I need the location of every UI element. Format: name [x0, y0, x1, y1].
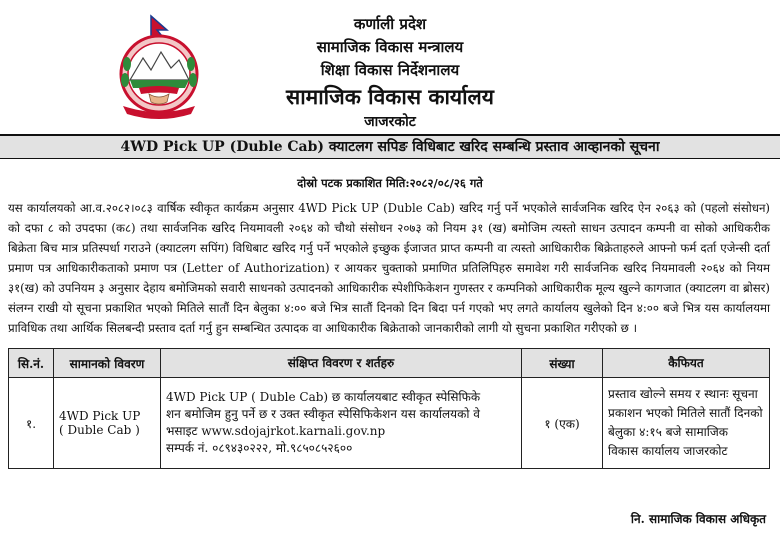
directorate-name: शिक्षा विकास निर्देशनालय	[320, 61, 460, 79]
desc-line: भसाइट www.sdojajrkot.karnali.gov.np	[166, 424, 386, 438]
province-name: कर्णाली प्रदेश	[353, 15, 427, 33]
header-serial: सि.नं.	[9, 349, 54, 378]
remarks-line: विकास कार्यालय जाजरकोट	[608, 444, 728, 458]
header-remarks: कैफियत	[603, 349, 770, 378]
signoff: नि. सामाजिक विकास अधिकृत	[630, 512, 766, 526]
header-description: संक्षिप्त विवरण र शर्तहरु	[161, 349, 522, 378]
item-line: ( Duble Cab )	[59, 423, 140, 437]
remarks-line: प्रस्ताव खोल्ने समय र स्थानः सूचना	[608, 387, 758, 401]
ministry-name: सामाजिक विकास मन्त्रालय	[316, 38, 464, 56]
cell-item	[54, 378, 161, 469]
item-line: 4WD Pick UP	[59, 409, 141, 423]
office-header	[0, 6, 780, 132]
table-row	[9, 378, 770, 469]
remarks-line: बेलुका ४:१५ बजे सामाजिक	[608, 425, 729, 439]
cell-quantity: १ (एक)	[522, 378, 603, 469]
table-header-row	[9, 349, 770, 378]
desc-line: 4WD Pick UP ( Duble Cab) छ कार्यालयबाट स्वीकृत स्पेसिफिके	[166, 390, 481, 404]
header-quantity: संख्या	[522, 349, 603, 378]
cell-remarks	[603, 378, 770, 469]
office-location: जाजरकोट	[364, 114, 416, 130]
notice-title-banner: 4WD Pick UP (Duble Cab) क्याटलग सपिङ विधिबाट खरिद सम्बन्धि प्रस्ताव आव्हानको सूचना	[0, 134, 780, 159]
desc-line: शन बमोजिम हुनु पर्ने छ र उक्त स्वीकृत स्पेसिफिकेशन यस कार्यालयको वे	[166, 407, 480, 421]
office-name: सामाजिक विकास कार्यालय	[286, 84, 494, 109]
publication-date: दोस्रो पटक प्रकाशित मिति:२०८२/०८/२६ गते	[297, 176, 483, 190]
notice-body: यस कार्यालयको आ.व.२०८२।०८३ वार्षिक स्वीकृत कार्यक्रम अनुसार 4WD Pick UP (Duble Cab) खरिद गर्नु पर्ने भएकोले सार्वजनिक खरिद ऐन २०६३ को (पहलो संसोधन) को दफा ८ को उपदफा (क८) तथा सार्वजनिक खरिद नियमावली २०६४ को चौथो संसोधन २०७३ को नियम ३१ (ख) बमोजिम त्यस्तो साधन उत्पादन कम्पनी वा सोको आधिकरीक बिक्रेता बिच मात्र प्रतिस्पर्धा गराउने (क्याटलग सपिंग) विधिबाट खरिद गर्नु पर्ने भएकोले इच्छुक ईजाजत प्राप्त कम्पनी वा त्यस्तो आधिकारीक बिक्रेताहरुले आफ्नो फर्म दर्ता एजेन्सी दर्ता प्रमाण पत्र आधिकारीकताको प्रमाण पत्र (Letter of Authorization) र आयकर चुक्ताको प्रमाणित प्रतिलिपिहरु समावेश गरी सार्वजनिक खरिद नियमावली २०६४ को नियम ३१(ख) को उपनियम ३ अनुसार देहाय बमोजिमको सवारी साधनको उत्पादनको आधिकारीक स्पेशीफिकेशन गुणस्तर र कम्पनिको आधिकारीक मूल्य खुल्ने कागजात (क्याटलग वा ब्रोसर) संलग्न राखी यो सूचना प्रकाशित भएको मितिले सातौं दिन बेलुका ४:०० बजे भित्र सातौं दिनको दिन बिदा पर्न गएको भए लगते कार्यालय खुलेको दिन ४:०० बजे भित्र यस कार्यालयमा प्राविधिक तथा आर्थिक सिलबन्दी प्रस्ताव दर्ता गर्नु हुन सम्बन्धित उत्पादक वा आधिकारीक बिक्रेताको जानकारीको लागी यो सुचना प्रकाशित गरीएको छ ।	[8, 201, 770, 335]
cell-serial: १.	[9, 378, 54, 469]
header-item: सामानको विवरण	[54, 349, 161, 378]
cell-description	[161, 378, 522, 469]
items-table	[8, 348, 770, 469]
desc-line: सम्पर्क नं. ०८९४३०२२२, मो.९८५०८५२६००	[166, 441, 353, 455]
remarks-line: प्रकाशन भएको मितिले सातौं दिनको	[608, 406, 763, 420]
